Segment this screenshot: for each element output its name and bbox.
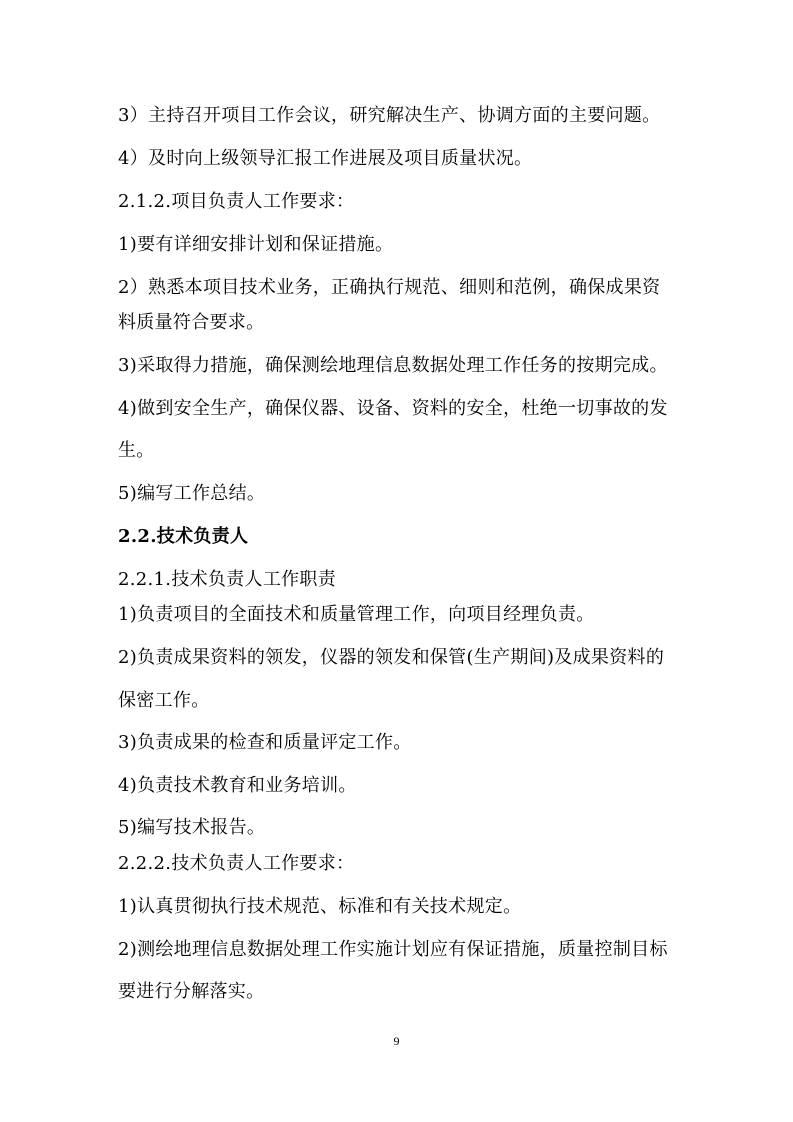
text-line: 保密工作。 <box>118 690 210 711</box>
text-line: 4)负责技术教育和业务培训。 <box>118 775 357 796</box>
text-line: 料质量符合要求。 <box>118 312 265 333</box>
text-line: 1)认真贯彻执行技术规范、标准和有关技术规定。 <box>118 896 522 917</box>
section-heading: 2.1.2.项目负责人工作要求： <box>118 191 355 212</box>
text-line: 3)负责成果的检查和质量评定工作。 <box>118 732 412 753</box>
text-line: 3)采取得力措施，确保测绘地理信息数据处理工作任务的按期完成。 <box>118 355 668 376</box>
text-line: 5)编写技术报告。 <box>118 817 266 838</box>
text-line: 2)负责成果资料的领发，仪器的领发和保管(生产期间)及成果资料的 <box>118 647 665 668</box>
text-line: 4）及时向上级领导汇报工作进展及项目质量状况。 <box>118 148 533 169</box>
section-heading-bold: 2.2.技术负责人 <box>118 526 249 547</box>
text-line: 2)测绘地理信息数据处理工作实施计划应有保证措施，质量控制目标 <box>118 939 668 960</box>
text-line: 4)做到安全生产，确保仪器、设备、资料的安全，杜绝一切事故的发 <box>118 398 668 419</box>
text-line: 3）主持召开项目工作会议，研究解决生产、协调方面的主要问题。 <box>118 105 661 126</box>
text-line: 1)要有详细安排计划和保证措施。 <box>118 234 394 255</box>
text-line: 1)负责项目的全面技术和质量管理工作，向项目经理负责。 <box>118 604 595 625</box>
text-line: 2）熟悉本项目技术业务，正确执行规范、细则和范例，确保成果资 <box>118 277 661 298</box>
text-line: 要进行分解落实。 <box>118 981 265 1002</box>
page-number: 9 <box>393 1034 400 1048</box>
section-heading: 2.2.1.技术负责人工作职责 <box>118 569 337 590</box>
text-line: 5)编写工作总结。 <box>118 483 266 504</box>
text-line: 生。 <box>118 440 155 461</box>
section-heading: 2.2.2.技术负责人工作要求： <box>118 853 355 874</box>
